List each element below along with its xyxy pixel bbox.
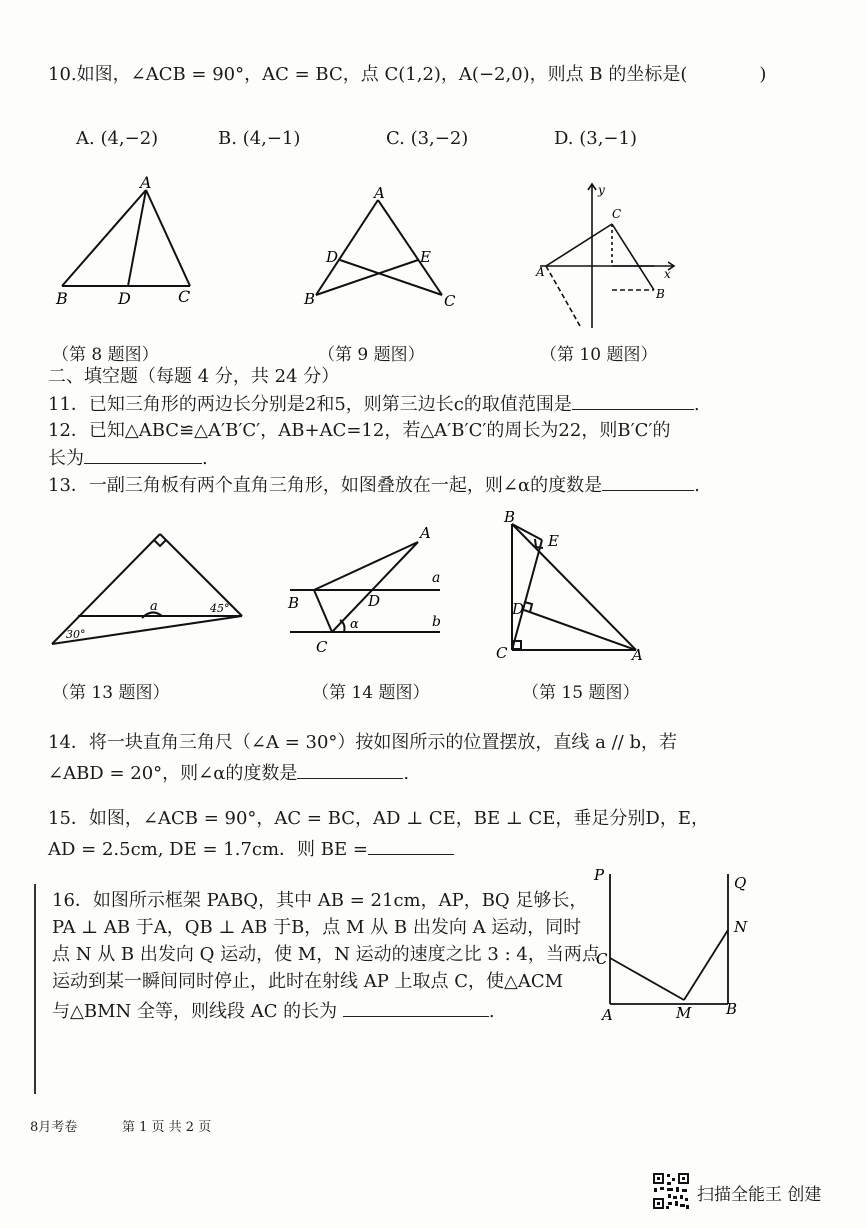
q11-answer-blank[interactable] (572, 391, 694, 410)
fig15-label-a: A (632, 646, 643, 662)
q16-line3: 点 N 从 B 出发向 Q 运动，使 M，N 运动的速度之比 3 : 4，当两点 (52, 944, 600, 965)
fig13-label-45: 45° (210, 602, 230, 615)
q15-stem: AD = 2.5cm, DE = 1.7cm．则 BE = (48, 839, 368, 860)
q11-stem: 11．已知三角形的两边长分别是2和5，则第三边长c的取值范围是 (48, 394, 572, 415)
fig14-label-alpha: α (350, 617, 359, 632)
fig15-label-e: E (548, 532, 559, 550)
q15-line2 (48, 836, 454, 863)
scanner-brand-text: 扫描全能王 创建 (697, 1185, 822, 1205)
fig16-label-p: P (594, 866, 605, 884)
figure-10 (532, 176, 682, 334)
fig9-label-b: B (304, 290, 316, 308)
fig14-label-a-point: A (420, 524, 431, 542)
q13-answer-blank[interactable] (602, 472, 694, 491)
q13-text: 13．一副三角板有两个直角三角形，如图叠放在一起，则∠α的度数是 . (48, 472, 700, 499)
fig16-label-n: N (734, 918, 748, 936)
q16-line1: 16．如图所示框架 PABQ，其中 AB = 21cm，AP，BQ 足够长， (52, 890, 588, 911)
fig8-label-c: C (178, 287, 191, 306)
fig14-label-line-b: b (432, 614, 441, 630)
figure-16 (592, 864, 762, 1022)
fig10-label-y: y (598, 183, 605, 197)
figure-8 (50, 172, 210, 307)
margin-rule (34, 884, 36, 1094)
fig10-label-a: A (536, 265, 545, 279)
q10-option-d: D. (3,−1) (554, 128, 637, 149)
fig16-label-a: A (602, 1006, 613, 1022)
q10-option-c: C. (3,−2) (386, 128, 469, 149)
q10-option-b: B. (4,−1) (218, 128, 301, 149)
fig14-label-line-a: a (432, 570, 441, 586)
fig14-label-b-point: B (288, 594, 300, 612)
fig15-label-c: C (496, 644, 508, 662)
q11-text: 11．已知三角形的两边长分别是2和5，则第三边长c的取值范围是 . (48, 391, 700, 418)
figure-15 (494, 510, 654, 662)
qr-code-icon (652, 1172, 690, 1210)
fig10-label-c: C (612, 207, 622, 221)
q12-answer-blank[interactable] (84, 445, 202, 464)
q10-option-a: A. (4,−2) (76, 128, 159, 149)
q16-stem: 与△BMN 全等，则线段 AC 的长为 (52, 1001, 338, 1022)
fig13-caption: （第 13 题图） (52, 683, 170, 703)
fig9-label-d: D (326, 248, 339, 266)
q14-stem: ∠ABD = 20°，则∠α的度数是 (48, 763, 298, 784)
fig16-label-q: Q (734, 874, 747, 892)
fig9-label-e: E (420, 248, 431, 266)
fig8-label-d: D (118, 289, 131, 307)
q15-line1: 15．如图，∠ACB = 90°，AC = BC，AD ⊥ CE，BE ⊥ CE，垂足分别D，E， (48, 808, 709, 829)
q16-line4: 运动到某一瞬间同时停止，此时在射线 AP 上取点 C，使△ACM (52, 971, 564, 992)
fig14-label-d: D (368, 592, 381, 610)
fig15-label-b: B (504, 510, 516, 526)
q14-answer-blank[interactable] (297, 760, 403, 779)
fig8-label-a: A (140, 173, 152, 192)
q12-stem: 长为 (48, 448, 84, 469)
q14-line2: ∠ABD = 20°，则∠α的度数是 . (48, 760, 409, 787)
q14-line1: 14．将一块直角三角尺（∠A = 30°）按如图所示的位置摆放，直线 a // b，若 (48, 732, 677, 753)
fig13-label-30: 30° (66, 628, 86, 641)
figure-9 (300, 182, 465, 312)
q15-answer-blank[interactable] (368, 836, 454, 855)
fig10-label-x: x (664, 267, 671, 281)
fig8-caption: （第 8 题图） (52, 345, 159, 365)
q16-line5: 与△BMN 全等，则线段 AC 的长为 . (52, 998, 495, 1025)
figure-13 (46, 528, 251, 653)
q16-answer-blank[interactable] (343, 998, 489, 1017)
footer-page-number: 第 1 页 共 2 页 (122, 1120, 212, 1135)
q16-line2: PA ⊥ AB 于A，QB ⊥ AB 于B，点 M 从 B 出发向 A 运动，同时 (52, 917, 582, 938)
fig14-caption: （第 14 题图） (312, 683, 430, 703)
fig13-label-alpha: a (150, 599, 158, 614)
q12-line2: 长为 . (48, 445, 208, 472)
fig9-label-c: C (444, 292, 456, 310)
fig9-label-a: A (374, 184, 385, 202)
fig16-label-b: B (726, 1000, 738, 1018)
section-2-heading: 二、填空题（每题 4 分，共 24 分） (48, 366, 340, 387)
footer-exam-name: 8月考卷 (30, 1120, 78, 1135)
fig8-label-b: B (56, 289, 68, 307)
fig16-label-m: M (676, 1004, 692, 1022)
fig10-label-b: B (656, 287, 665, 301)
fig14-label-c: C (316, 638, 328, 656)
fig15-label-d: D (512, 600, 525, 618)
q12-line1: 12．已知△ABC≌△A′B′C′，AB+AC=12，若△A′B′C′的周长为22，则B′C′的 (48, 420, 671, 441)
fig15-caption: （第 15 题图） (522, 683, 640, 703)
figure-14 (282, 520, 452, 660)
q13-stem: 13．一副三角板有两个直角三角形，如图叠放在一起，则∠α的度数是 (48, 475, 603, 496)
q10-text: 10.如图，∠ACB = 90°，AC = BC，点 C(1,2)，A(−2,0)，则点 B 的坐标是( ) (48, 64, 767, 85)
fig10-caption: （第 10 题图） (540, 345, 658, 365)
fig16-label-c: C (596, 950, 608, 968)
fig9-caption: （第 9 题图） (318, 345, 425, 365)
